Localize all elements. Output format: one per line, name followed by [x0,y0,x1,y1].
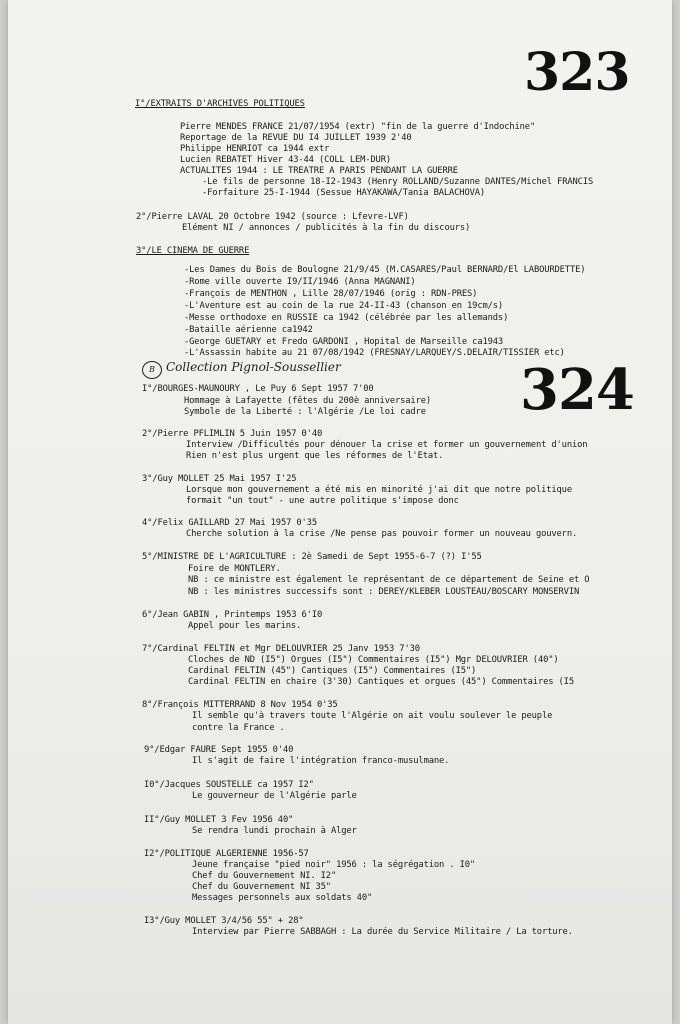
item-9-heading: 9°/Edgar FAURE Sept 1955 0'40 [144,745,294,755]
text-line: Reportage de la REVUE DU I4 JUILLET 1939 2'40 [180,133,412,143]
text-line: -Rome ville ouverte I9/II/1946 (Anna MAGNANI) [184,277,416,287]
section-2-heading: 2°/Pierre LAVAL 20 Octobre 1942 (source : Lfevre-LVF) [136,212,409,222]
text-line: Foire de MONTLERY. [188,564,281,574]
text-line: Symbole de la Liberté : l'Algérie /Le loi cadre [184,407,426,417]
text-line: Il s'agit de faire l'intégration franco-musulmane. [192,756,450,766]
item-4-heading: 4°/Felix GAILLARD 27 Mai 1957 0'35 [142,518,317,528]
page-number-middle: 324 [520,357,634,423]
handwritten-circled-mark: B [142,361,162,379]
item-13-heading: I3°/Guy MOLLET 3/4/56 55" + 28" [144,916,304,926]
text-line: Pierre MENDES FRANCE 21/07/1954 (extr) "fin de la guerre d'Indochine" [180,122,536,132]
text-line: NB : les ministres successifs sont : DEREY/KLEBER LOUSTEAU/BOSCARY MONSERVIN [188,587,580,597]
text-line: Cardinal FELTIN (45") Cantiques (I5") Commentaires (I5") [188,666,477,676]
text-line: ACTUALITES 1944 : LE TREATRE A PARIS PENDANT LA GUERRE [180,166,458,176]
item-3-heading: 3°/Guy MOLLET 25 Mai 1957 I'25 [142,474,297,484]
text-line: Hommage à Lafayette (fêtes du 200è anniversaire) [184,396,432,406]
text-line: Appel pour les marins. [188,621,302,631]
text-line: -Les Dames du Bois de Boulogne 21/9/45 (M.CASARES/Paul BERNARD/El LABOURDETTE) [184,265,586,275]
item-11-heading: II°/Guy MOLLET 3 Fev 1956 40" [144,815,294,825]
text-line: Interview /Difficultés pour dénouer la crise et former un gouvernement d'union [186,440,588,450]
text-line: Elément NI / annonces / publicités à la fin du discours) [182,223,471,233]
text-line: Cherche solution à la crise /Ne pense pas pouvoir former un nouveau gouvern. [186,529,578,539]
item-6-heading: 6°/Jean GABIN , Printemps 1953 6'I0 [142,610,323,620]
item-8-heading: 8°/François MITTERRAND 8 Nov 1954 0'35 [142,700,338,710]
text-line: Chef du Gouvernement NI 35" [192,882,331,892]
text-line: -Messe orthodoxe en RUSSIE ca 1942 (célébrée par les allemands) [184,313,509,323]
text-line: Cardinal FELTIN en chaire (3'30) Cantiques et orgues (45") Commentaires (I5 [188,677,574,687]
page-number-top: 323 [524,42,630,103]
text-line: Lorsque mon gouvernement a été mis en minorité j'ai dit que notre politique [186,485,572,495]
text-line: -Le fils de personne 18-I2-1943 (Henry ROLLAND/Suzanne DANTES/Michel FRANCIS [202,177,594,187]
text-line: Philippe HENRIOT ca 1944 extr [180,144,330,154]
text-line: Rien n'est plus urgent que les réformes de l'Etat. [186,451,444,461]
item-10-heading: I0°/Jacques SOUSTELLE ca 1957 I2" [144,780,314,790]
text-line: Cloches de ND (I5") Orgues (I5") Commentaires (I5") Mgr DELOUVRIER (40") [188,655,559,665]
item-2-heading: 2°/Pierre PFLIMLIN 5 Juin 1957 0'40 [142,429,323,439]
document-page [8,0,672,1024]
item-5-heading: 5°/MINISTRE DE L'AGRICULTURE : 2è Samedi de Sept 1955-6-7 (?) I'55 [142,552,482,562]
item-1-heading: I°/BOURGES-MAUNOURY , Le Puy 6 Sept 1957 7'00 [142,384,374,394]
text-line: Interview par Pierre SABBAGH : La durée du Service Militaire / La torture. [192,927,573,937]
text-line: Le gouverneur de l'Algérie parle [192,791,357,801]
text-line: -Bataille aérienne ca1942 [184,325,313,335]
text-line: Messages personnels aux soldats 40" [192,893,373,903]
item-7-heading: 7°/Cardinal FELTIN et Mgr DELOUVRIER 25 Janv 1953 7'30 [142,644,420,654]
section-3-heading: 3°/LE CINEMA DE GUERRE [136,246,250,256]
text-line: Jeune française "pied noir" 1956 : la ségrégation . I0" [192,860,476,870]
item-12-heading: I2°/POLITIQUE ALGERIENNE 1956-57 [144,849,309,859]
section-1-heading: I°/EXTRAITS D'ARCHIVES POLITIQUES [135,99,305,109]
text-line: Chef du Gouvernement NI. I2" [192,871,337,881]
text-line: -George GUETARY et Fredo GARDONI , Hopital de Marseille ca1943 [184,337,504,347]
text-line: -L'Assassin habite au 21 07/08/1942 (FRESNAY/LARQUEY/S.DELAIR/TISSIER etc) [184,348,565,358]
text-line: Se rendra lundi prochain à Alger [192,826,357,836]
text-line: -L'Aventure est au coin de la rue 24-II-43 (chanson en 19cm/s) [184,301,504,311]
text-line: contre la France . [192,723,285,733]
text-line: Il semble qu'à travers toute l'Algérie on ait voulu soulever le peuple [192,711,553,721]
text-line: Lucien REBATET Hiver 43-44 (COLL LEM-DUR) [180,155,391,165]
text-line: NB : ce ministre est également le représentant de ce département de Seine et O [188,575,590,585]
handwritten-note: Collection Pignol-Soussellier [166,360,341,374]
text-line: formait "un tout" - une autre politique s'impose donc [186,496,459,506]
text-line: -Forfaiture 25-I-1944 (Sessue HAYAKAWA/Tania BALACHOVA) [202,188,486,198]
text-line: -François de MENTHON , Lille 28/07/1946 (orig : RDN-PRES) [184,289,478,299]
